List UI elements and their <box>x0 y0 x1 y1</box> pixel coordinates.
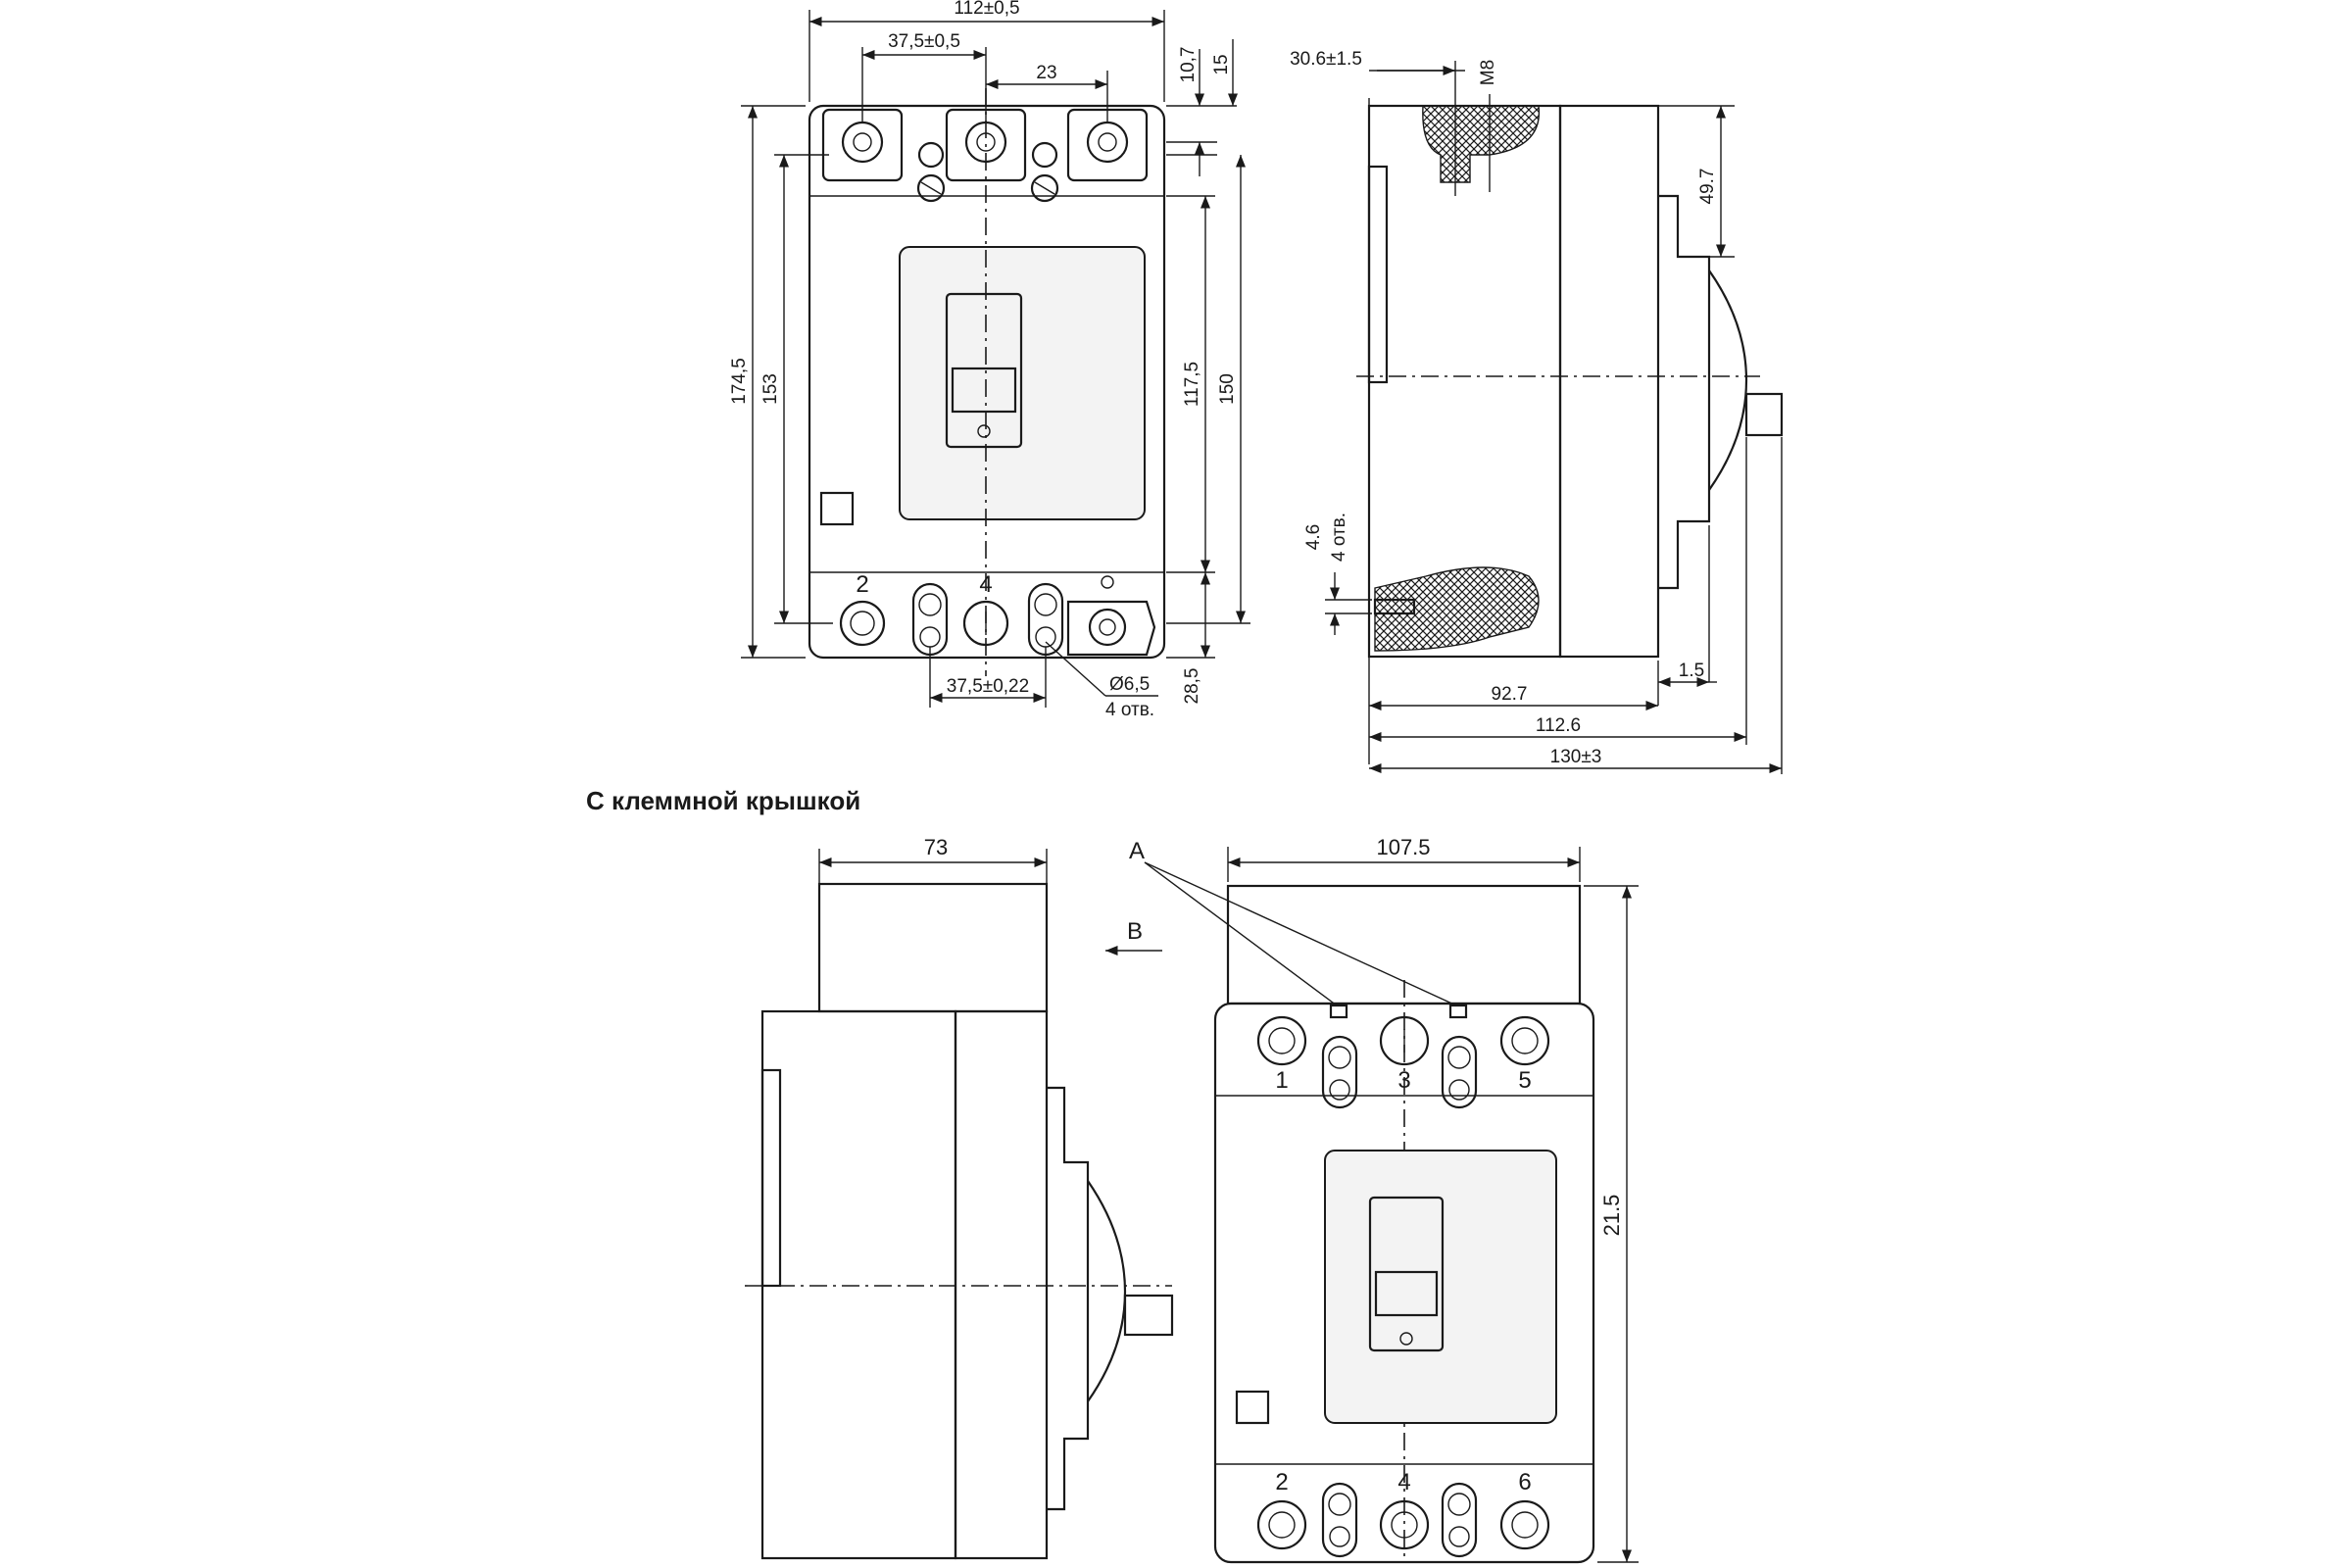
dim-step-1-5: 1.5 <box>1678 661 1705 681</box>
dim-thread: M8 <box>1478 59 1498 86</box>
terminal-label: 1 <box>1275 1067 1289 1094</box>
dim-depth-130: 130±3 <box>1549 747 1602 767</box>
dim-side-hole-count: 4 отв. <box>1329 512 1349 563</box>
view-arrow-label: B <box>1126 918 1144 945</box>
terminal-label: 3 <box>1397 1067 1411 1094</box>
dim-hole-4-6: 4.6 <box>1303 523 1324 551</box>
callout-label: A <box>1128 838 1146 864</box>
dim-hole-diameter: Ø6,5 <box>1109 674 1151 695</box>
side-view <box>1290 49 1782 774</box>
terminal-label: 5 <box>1518 1067 1532 1094</box>
section-heading: С клеммной крышкой <box>586 786 861 815</box>
dim-cover-width: 73 <box>923 835 949 859</box>
dim-cover-front-width: 107.5 <box>1376 835 1431 859</box>
dim-offset-23: 23 <box>1036 63 1057 83</box>
dim-height-150: 150 <box>1217 373 1238 405</box>
terminal-label: 6 <box>1518 1469 1532 1495</box>
dim-overall-width: 112±0,5 <box>954 0 1020 19</box>
dim-mount-pitch: 37,5±0,22 <box>946 676 1030 697</box>
dim-stud-offset: 30.6±1.5 <box>1290 49 1362 70</box>
bottom-terminals <box>841 576 1154 655</box>
terminal-label: 2 <box>1275 1469 1289 1495</box>
terminal-label: 2 <box>856 571 869 598</box>
dim-cover-front-height: 21.5 <box>1599 1194 1624 1237</box>
dim-overall-height: 174,5 <box>729 358 750 405</box>
dim-top-15: 15 <box>1211 54 1232 75</box>
dim-depth-92-7: 92.7 <box>1491 684 1528 705</box>
dim-height-117-5: 117,5 <box>1182 361 1202 408</box>
cover-side-view <box>745 835 1172 1558</box>
dim-terminal-pitch: 37,5±0,5 <box>888 31 960 52</box>
terminal-label: 4 <box>979 571 993 598</box>
top-terminals <box>823 110 1147 201</box>
dim-top-10-7: 10,7 <box>1178 46 1199 83</box>
dim-bottom-28-5: 28,5 <box>1182 667 1202 705</box>
terminal-label: 4 <box>1397 1469 1411 1495</box>
dim-height-153: 153 <box>760 373 781 405</box>
dim-depth-112-6: 112.6 <box>1535 715 1582 736</box>
dim-hole-count: 4 отв. <box>1105 700 1155 720</box>
dim-top-49-7: 49.7 <box>1697 168 1718 205</box>
cover-front-view <box>1126 835 1639 1562</box>
front-view <box>729 0 1250 720</box>
